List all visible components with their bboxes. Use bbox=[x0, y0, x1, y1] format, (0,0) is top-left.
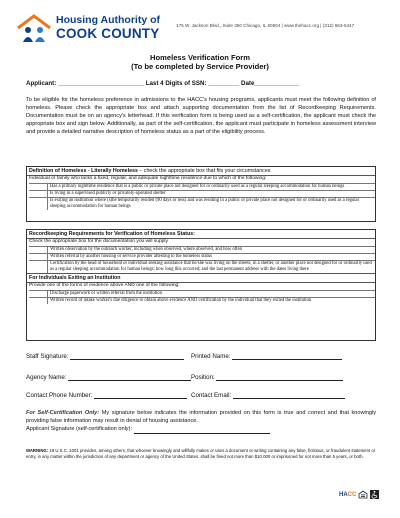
form-title: Homeless Verification Form bbox=[149, 53, 251, 62]
definition-box bbox=[26, 166, 376, 222]
contact-phone-row bbox=[26, 392, 187, 399]
self-cert-label: For Self-Certification Only: bbox=[26, 410, 100, 416]
staff-signature-field[interactable] bbox=[70, 353, 184, 360]
intro-paragraph: To be eligible for the homeless preference in admissions to the HACC's housing programs, applicants must meet the following definition of homeless. Please check the appropriate box and attach supporting documentation from the list of Recordkeeping Requirements. Documentation must be on an agency's letterhead. If this verification form is being used as a self-certification, the applicant must check the appropriate box and sign below. Additionally, as part of the self-certification, the applicant must participate in homeless assessment interview and provide a detailed narrative description of homeless status as a part of the eligibility process. bbox=[26, 97, 376, 135]
house-people-icon bbox=[16, 14, 52, 44]
option-text: Written record of intake worker's due diligence to obtain above evidence AND certification by the individual that they exited the institution bbox=[50, 297, 312, 303]
warning-notice bbox=[26, 448, 376, 460]
checkbox[interactable] bbox=[29, 298, 48, 304]
option-text: Certification by the head of household or individual seeking assistance that he/she was living on the streets, in a shelter, or another place not designed for or ordinarily used as a regular sleeping accommodation for human beings; how long this occurred; and the last permanent address with the dates living there bbox=[50, 260, 372, 272]
definition-option[interactable] bbox=[29, 183, 375, 190]
exit-option[interactable] bbox=[29, 297, 375, 304]
recordkeeping-subheading: Check the appropriate box for the documentation you will supply bbox=[29, 239, 168, 244]
recordkeeping-box bbox=[26, 229, 376, 341]
checkbox[interactable] bbox=[29, 191, 48, 197]
printed-name-label: Printed Name: bbox=[191, 353, 231, 360]
footer-hacc-logo: HACC bbox=[339, 492, 357, 498]
staff-signature-label: Staff Signature: bbox=[26, 353, 69, 360]
contact-phone-label: Contact Phone Number: bbox=[26, 392, 93, 399]
definition-subheading: Individual or family who lacks a fixed, regular, and adequate nighttime residence due to which of the following: bbox=[29, 176, 267, 181]
checkbox[interactable] bbox=[29, 184, 48, 190]
checkbox[interactable] bbox=[29, 261, 48, 273]
option-text: Has a primary nighttime residence that is a public or private place not designed for or ordinarily used as a regular sleeping accommodation for human beings bbox=[50, 183, 345, 189]
option-text: Discharge paperwork or written referral from the institution bbox=[50, 290, 162, 296]
agency-name-field[interactable] bbox=[68, 374, 191, 381]
position-field[interactable] bbox=[216, 374, 343, 381]
option-text: Written referral by another housing or service provider attesting to the homeless status bbox=[50, 253, 213, 259]
agency-name-row bbox=[26, 374, 191, 381]
checkbox[interactable] bbox=[29, 247, 48, 253]
exit-subheading: Provide one of the forms of evidence above AND one of the following: bbox=[29, 282, 180, 288]
checkbox[interactable] bbox=[29, 198, 48, 210]
checkbox[interactable] bbox=[29, 291, 48, 297]
definition-option[interactable] bbox=[29, 197, 375, 210]
staff-signature-row bbox=[26, 353, 184, 360]
applicant-line[interactable]: Applicant: _________________________ Last 4 Digits of SSN: _________ Date_____________ bbox=[26, 80, 300, 87]
checkbox[interactable] bbox=[29, 254, 48, 260]
option-text: Written observation by the outreach worker, including when observed, where observed, and how often bbox=[50, 246, 243, 252]
exit-heading: For Individuals Exiting an Institution bbox=[27, 273, 375, 283]
position-row bbox=[191, 374, 343, 381]
option-text: Is exiting an institution where (s)he temporarily resided (90 days or less) and was residing in a public or private place not designed for or ordinarily used as a regular sleeping accommodation for human beings bbox=[50, 197, 360, 209]
printed-name-row bbox=[191, 353, 342, 360]
position-label: Position: bbox=[191, 374, 215, 381]
exit-option[interactable] bbox=[29, 290, 375, 297]
definition-heading: Definition of Homeless - Literally Homeless – check the appropriate box that fits your circumstances bbox=[27, 167, 375, 176]
contact-email-row bbox=[191, 392, 345, 399]
warning-text: 18 U.S.C. 1001 provides, among others, that whoever knowingly and willfully makes or uses a document or writing containing any false, fictitious, or fraudulent statement or entry, in any matter within the jurisdiction of any department or agency of the United States, shall be fined not more than $10,000 or imprisoned for not more than 5 years, or both. bbox=[26, 448, 376, 459]
warning-label: WARNING: bbox=[26, 448, 49, 453]
recordkeeping-option[interactable] bbox=[29, 260, 375, 273]
recordkeeping-heading: Recordkeeping Requirements for Verification of Homeless Status: bbox=[27, 230, 375, 239]
letterhead-contact: 175 W. Jackson Blvd., Suite 350 Chicago, IL 60604 | www.thehacc.org | (312) 663-5447 bbox=[176, 23, 355, 28]
contact-email-field[interactable] bbox=[233, 392, 345, 399]
org-name-line2: COOK COUNTY bbox=[56, 26, 160, 41]
definition-option[interactable] bbox=[29, 190, 375, 197]
contact-email-label: Contact Email: bbox=[191, 392, 232, 399]
contact-phone-field[interactable] bbox=[94, 392, 187, 399]
recordkeeping-option[interactable] bbox=[29, 253, 375, 260]
printed-name-field[interactable] bbox=[232, 353, 342, 360]
letterhead bbox=[16, 12, 386, 46]
recordkeeping-option[interactable] bbox=[29, 246, 375, 253]
form-subtitle: (To be completed by Service Provider) bbox=[131, 62, 269, 71]
agency-name-label: Agency Name: bbox=[26, 374, 67, 381]
equal-housing-icon bbox=[358, 490, 368, 499]
applicant-signature-label: Applicant Signature (self-certification only): bbox=[26, 425, 133, 432]
applicant-signature-field[interactable] bbox=[134, 427, 270, 434]
org-name-line1: Housing Authority of bbox=[56, 14, 161, 26]
self-certification bbox=[26, 410, 376, 434]
self-cert-text: My signature below indicates the information provided on this form is true and correct and that knowingly providing false information may result in denial of housing assistance. bbox=[26, 410, 377, 424]
wheelchair-icon bbox=[370, 490, 379, 499]
option-text: Is living in a supervised publicly or privately-operated shelter bbox=[50, 190, 166, 196]
